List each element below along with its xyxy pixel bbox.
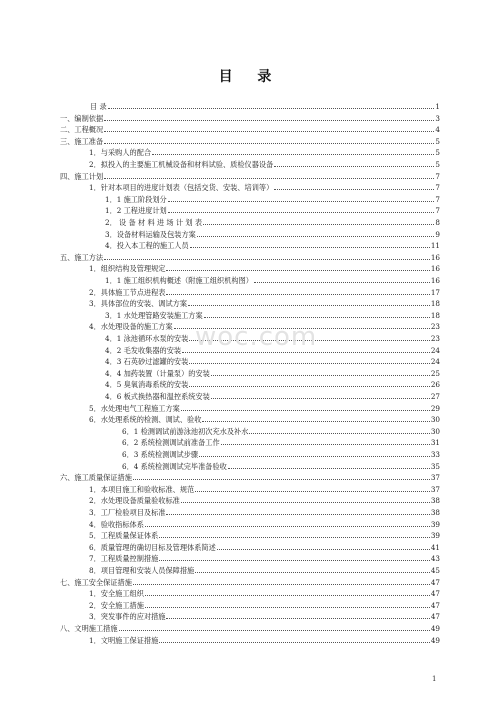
dot-leader [159,641,430,643]
toc-entry-page: 33 [430,450,440,459]
toc-entry[interactable] [89,634,440,645]
toc-entry[interactable] [89,158,440,169]
dot-leader [104,130,434,132]
toc-entry-page: 29 [430,403,440,413]
toc-entry-title: 4．投入本工程的施工人员 [105,241,189,251]
dot-leader [274,188,434,190]
toc-entry-page: 7 [435,183,440,193]
dot-leader [249,432,429,434]
toc-entry-page: 8 [435,218,440,227]
toc-entry[interactable] [89,483,440,494]
toc-entry-page: 7 [435,171,440,181]
dot-leader [104,119,434,121]
toc-entry-page: 18 [430,299,440,309]
dot-leader [181,501,430,503]
toc-entry[interactable] [122,460,440,471]
toc-entry[interactable] [60,471,440,482]
toc-entry-title: 6．2 系统检测调试前准备工作 [122,438,220,448]
toc-entry-title: 4．2 毛发收集器的安装 [105,345,182,355]
toc-entry-title: 6．3 系统检测调试步骤 [122,450,199,459]
toc-entry-page: 49 [430,624,440,633]
toc-entry-page: 5 [435,148,440,158]
dot-leader [274,165,434,167]
toc-entry-title: 2．拟投入的主要施工机械设备和材料试验、质检仪器设备 [89,160,274,169]
dot-leader [228,467,430,469]
dot-leader [133,478,430,480]
dot-leader [159,559,430,561]
toc-entry-page: 35 [430,461,440,471]
toc-entry[interactable] [60,112,440,123]
toc-entry-page: 16 [430,252,440,262]
toc-entry-title: 八、文明施工措施 [60,624,118,633]
dot-leader [145,606,430,608]
dot-leader [189,362,430,364]
dot-leader [152,153,434,155]
toc-entry-page: 39 [430,531,440,541]
toc-entry[interactable] [105,367,440,378]
toc-entry[interactable] [89,181,440,192]
toc-entry[interactable] [105,204,440,215]
toc-entry-page: 16 [430,264,440,274]
page-title: 目 录 [218,69,282,85]
toc-entry[interactable] [89,541,440,552]
dot-leader [166,513,429,515]
toc-entry-title: 1．1 施工阶段划分 [105,194,167,204]
toc-entry-title: 目 录 [90,102,107,111]
toc-entry-page: 9 [435,229,440,239]
toc-entry[interactable] [105,309,440,320]
toc-entry-page: 41 [430,542,440,552]
dot-leader [195,490,430,492]
toc-entry-title: 6．1 检测调试前游泳池初次充水及补水 [122,426,249,436]
toc-entry-page: 38 [430,508,440,517]
dot-leader [145,594,430,596]
toc-entry-title: 4．1 泳池循环水泵的安装 [105,334,189,343]
toc-entry[interactable] [89,297,440,308]
dot-leader [211,374,430,376]
toc-entry[interactable] [89,529,440,540]
toc-entry-title: 3．1 水处理管路安装施工方案 [105,310,203,320]
toc-entry-title: 6．水处理系统的检测、调试、验收 [89,415,202,425]
toc-entry-page: 49 [430,635,440,645]
dot-leader [197,235,435,237]
toc-entry[interactable] [60,135,440,146]
toc-entry-title: 4．3 石英砂过滤罐的安装 [105,357,189,367]
toc-entry[interactable] [89,587,440,598]
toc-entry-title: 一、编制依据 [60,113,104,123]
dot-leader [145,525,430,527]
toc-entry[interactable] [105,378,440,389]
toc-entry-title: 2． 设 备 材 料 进 场 计 划 表 [105,218,203,227]
toc-entry-title: 1．文明施工保证措施 [89,635,159,645]
toc-entry-title: 6．质量管理的确切目标及管理体系简述 [89,542,216,552]
toc-entry-page: 47 [430,600,440,610]
toc-entry[interactable] [89,286,440,297]
dot-leader [104,142,434,144]
dot-leader [203,223,434,225]
dot-leader [202,420,429,422]
dot-leader [168,200,435,202]
dot-leader [104,177,434,179]
toc-entry[interactable] [105,274,440,285]
toc-entry-page: 23 [430,322,440,332]
toc-entry-page: 47 [430,589,440,599]
toc-entry-title: 四、施工计划 [60,171,104,181]
toc-entry-page: 3 [435,113,440,123]
toc-entry-title: 二、工程概况 [60,125,104,135]
toc-entry[interactable] [122,448,440,459]
toc-entry[interactable] [89,262,440,273]
toc-entry-title: 六、施工质量保证措施 [60,473,132,483]
toc-entry[interactable] [60,251,440,262]
dot-leader [190,246,430,248]
toc-entry[interactable] [60,170,440,181]
toc-entry[interactable] [89,413,440,424]
toc-entry-page: 17 [430,287,440,297]
dot-leader [254,281,430,283]
toc-entry-title: 1．安全施工组织 [89,589,144,599]
toc-entry-title: 1．组织结构及管理规定 [89,264,166,274]
dot-leader [159,536,430,538]
toc-entry-title: 2．水处理设备质量验收标准 [89,496,180,506]
dot-leader [104,258,430,260]
toc-entry-title: 7．工程质量控制措施 [89,554,159,564]
toc-entry-page: 5 [435,160,440,169]
toc-entry-page: 23 [430,334,440,343]
toc-entry-title: 5．工程质量保证体系 [89,531,159,541]
toc-entry-page: 37 [430,484,440,494]
toc-entry-title: 4．水处理设备的施工方案 [89,322,173,332]
toc-entry-title: 8．项目管理和安装人员保障措施 [89,566,195,575]
toc-entry[interactable] [89,402,440,413]
dot-leader [108,107,435,109]
toc-entry-page: 27 [430,392,440,401]
dot-leader [133,583,430,585]
toc-entry[interactable] [60,622,440,633]
toc-entry-title: 七、施工安全保证措施 [60,577,132,587]
toc-entry-title: 4．6 板式换热器和温控系统安装 [105,392,210,401]
toc-entry-page: 30 [430,426,440,436]
toc-entry-page: 38 [430,496,440,506]
dot-leader [119,629,430,631]
toc-entry-title: 2．安全施工措施 [89,600,144,610]
toc-entry-page: 7 [435,194,440,204]
toc-entry-page: 37 [430,473,440,483]
dot-leader [188,304,430,306]
toc-entry-title: 3．工厂检验项目及标准 [89,508,166,517]
toc-entry-title: 1．本项目施工和验收标准、规范 [89,484,195,494]
dot-leader [189,385,430,387]
toc-entry-page: 24 [430,345,440,355]
dot-leader [166,293,429,295]
toc-entry-title: 2．具体施工节点进程表 [89,287,166,297]
toc-entry[interactable] [105,193,440,204]
toc-entry-title: 4．5 臭氧消毒系统的安装 [105,380,189,390]
toc-entry-page: 43 [430,554,440,564]
toc-entry-title: 1．1 施工组织机构概述（附施工组织机构图） [105,276,253,285]
toc-entry-page: 7 [435,206,440,216]
toc-entry[interactable] [89,518,440,529]
dot-leader [217,548,430,550]
toc-entry[interactable] [105,355,440,366]
toc-entry[interactable] [90,100,440,111]
toc-entry[interactable] [105,228,440,239]
toc-entry-page: 31 [430,438,440,448]
toc-entry-title: 4．验收指标体系 [89,519,144,529]
toc-entry-page: 18 [430,310,440,320]
dot-leader [166,617,429,619]
dot-leader [211,397,430,399]
dot-leader [195,571,430,573]
dot-leader [199,455,430,457]
toc-entry-page: 16 [430,276,440,285]
toc-entry-title: 3．突发事件的应对措施 [89,612,166,622]
toc-entry[interactable] [89,610,440,621]
toc-entry-page: 45 [430,566,440,575]
toc-entry-page: 11 [430,241,440,251]
dot-leader [181,409,430,411]
toc-entry[interactable] [89,599,440,610]
toc-entry-page: 47 [430,577,440,587]
toc-entry-title: 五、施工方法 [60,252,104,262]
dot-leader [168,211,435,213]
toc-entry-title: 1．与采购人的配合 [89,148,152,158]
toc-entry[interactable] [89,146,440,157]
toc-entry-page: 26 [430,380,440,390]
toc-entry-title: 3．设备材料运输及包装方案 [105,229,196,239]
toc-entry[interactable] [122,425,440,436]
watermark-text: woc.com [195,322,318,352]
toc-entry-title: 1．2 工程进度计划 [105,206,167,216]
page-number: 1 [432,675,437,683]
toc-entry[interactable] [122,436,440,447]
toc-entry[interactable] [89,552,440,563]
toc-entry[interactable] [105,216,440,227]
toc-entry[interactable] [60,576,440,587]
toc-entry[interactable] [89,494,440,505]
toc-entry-page: 25 [430,368,440,378]
toc-entry-title: 1．针对本项目的进度计划表（包括交货、安装、培训等） [89,183,274,193]
toc-entry-title: 5．水处理电气工程施工方案 [89,403,180,413]
toc-entry-title: 4．4 加药装置（计量泵）的安装 [105,368,210,378]
dot-leader [221,443,430,445]
toc-entry[interactable] [60,123,440,134]
toc-entry-title: 三、施工准备 [60,136,104,146]
dot-leader [204,316,430,318]
toc-entry[interactable] [105,239,440,250]
dot-leader [166,269,429,271]
toc-entry[interactable] [105,390,440,401]
toc-entry-page: 1 [435,102,440,111]
toc-entry-title: 3．具体部位的安装、调试方案 [89,299,188,309]
toc-entry[interactable] [89,564,440,575]
toc-entry-page: 4 [435,125,440,135]
toc-entry-page: 47 [430,612,440,622]
toc-entry-page: 24 [430,357,440,367]
toc-entry-page: 30 [430,415,440,425]
toc-entry-page: 39 [430,519,440,529]
toc-entry-page: 5 [435,136,440,146]
toc-entry-title: 6．4 系统检测调试完毕准备验收 [122,461,227,471]
toc-entry[interactable] [89,506,440,517]
